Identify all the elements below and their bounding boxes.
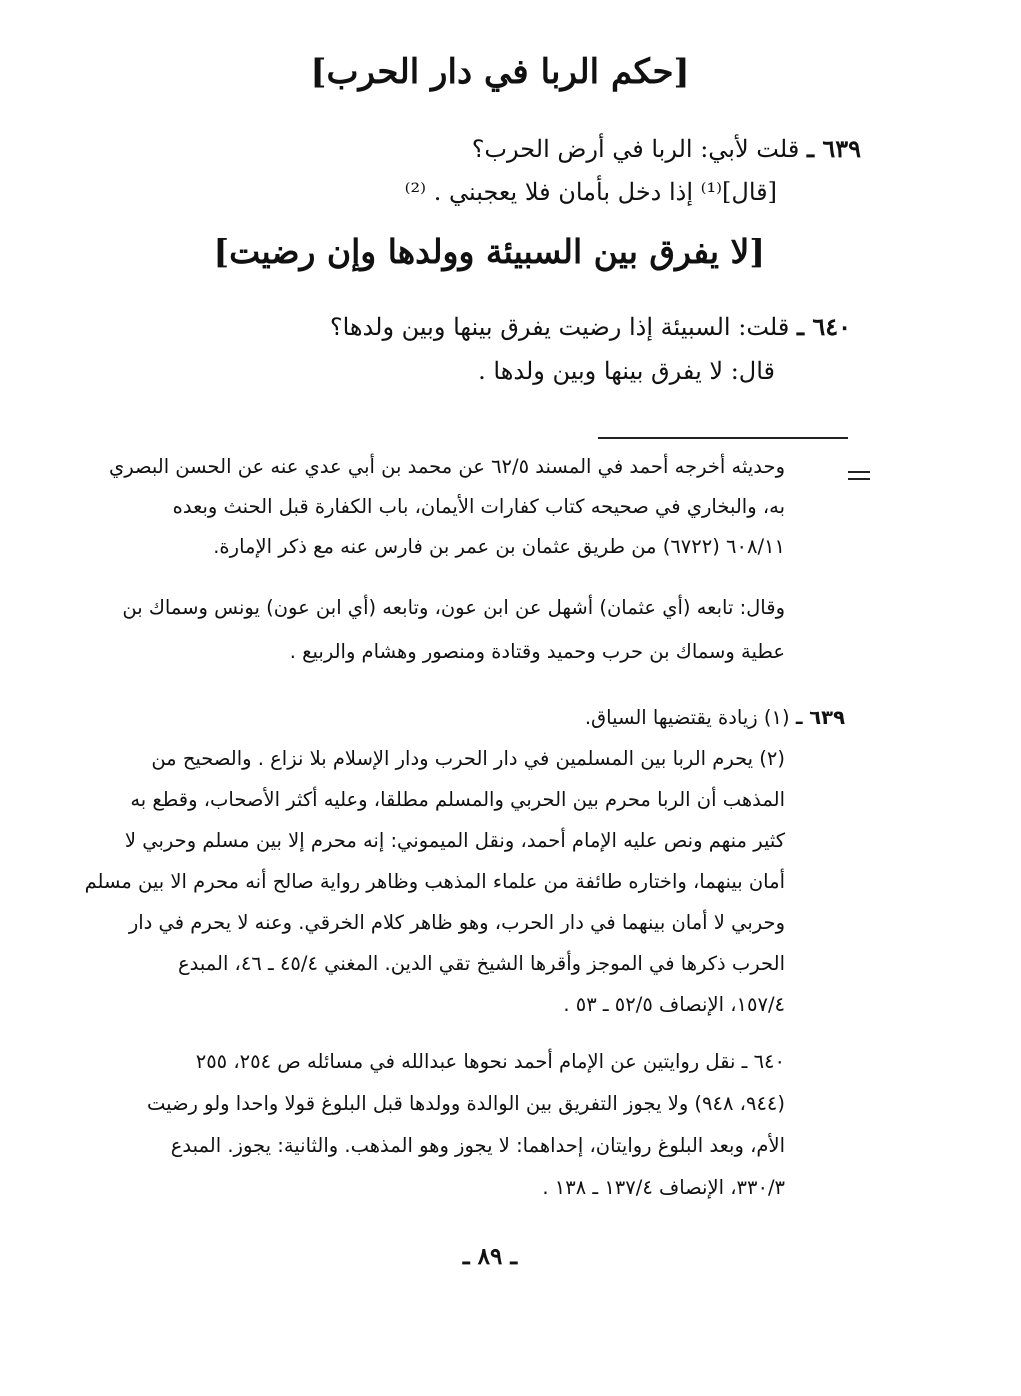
q640-line <box>330 312 851 341</box>
footnote-639-2-line: الحرب ذكرها في الموجز وأقرها الشيخ تقي الدين. المغني ٤٥/٤ ـ ٤٦، المبدع <box>177 952 785 975</box>
footnote-640-line: ٣٣٠/٣، الإنصاف ١٣٧/٤ ـ ١٣٨ . <box>542 1176 785 1199</box>
footnote-639-label: ٦٣٩ ـ <box>795 706 845 729</box>
q639-number: ٦٣٩ ـ <box>806 134 861 163</box>
footnote-639-1: (١) زيادة يقتضيها السياق. <box>584 706 790 729</box>
footnote-continued-line: وحديثه أخرجه أحمد في المسند ٦٢/٥ عن محمد بن أبي عدي عنه عن الحسن البصري <box>108 455 785 478</box>
footnote-639-2-line: كثير منهم ونص عليه الإمام أحمد، ونقل الميموني: إنه محرم إلا بين مسلم وحربي لا <box>124 829 785 852</box>
q639-answer: [قال]⁽¹⁾ إذا دخل بأمان فلا يعجبني . ⁽²⁾ <box>404 178 777 206</box>
footnote-639-2-line: أمان بينهما، واختاره طائفة من علماء المذهب وظاهر رواية صالح أنه محرم الا بين مسلم <box>84 870 785 893</box>
continuation-mark <box>848 466 870 485</box>
q639-line <box>472 134 861 163</box>
footnote-639-2-line: ١٥٧/٤، الإنصاف ٥٢/٥ ـ ٥٣ . <box>563 993 785 1016</box>
section-heading-riba: [حكم الربا في دار الحرب] <box>310 52 690 92</box>
q640-question: قلت: السبيئة إذا رضيت يفرق بينها وبين ولدها؟ <box>329 313 790 341</box>
footnote-continued-line: عطية وسماك بن حرب وحميد وقتادة ومنصور وهشام والربيع . <box>289 640 785 663</box>
footnote-continued-line: ٦٠٨/١١ (٦٧٢٢) من طريق عثمان بن عمر بن فارس عنه مع ذكر الإمارة. <box>213 535 785 558</box>
footnote-639-2-line: وحربي لا أمان بينهما في دار الحرب، وهو ظاهر كلام الخرقي. وعنه لا يحرم في دار <box>128 911 785 934</box>
footnote-640-line: ٦٤٠ ـ نقل روايتين عن الإمام أحمد نحوها عبدالله في مسائله ص ٢٥٤، ٢٥٥ <box>195 1050 785 1073</box>
footnote-separator <box>598 437 848 439</box>
q640-number: ٦٤٠ ـ <box>796 312 851 341</box>
page-number: ـ ٨٩ ـ <box>462 1243 518 1270</box>
q639-question: قلت لأبي: الربا في أرض الحرب؟ <box>471 135 800 163</box>
footnote-639-2-line: المذهب أن الربا محرم بين الحربي والمسلم مطلقا، وعليه أكثر الأصحاب، وقطع به <box>130 788 785 811</box>
q640-answer: قال: لا يفرق بينها وبين ولدها . <box>478 357 775 385</box>
footnote-640-line: الأم، وبعد البلوغ روايتان، إحداهما: لا يجوز وهو المذهب. والثانية: يجوز. المبدع <box>170 1134 785 1157</box>
footnote-continued-line: وقال: تابعه (أي عثمان) أشهل عن ابن عون، وتابعه (أي ابن عون) يونس وسماك بن <box>122 596 785 619</box>
section-heading-separation: [لا يفرق بين السبيئة وولدها وإن رضيت] <box>213 232 765 271</box>
footnote-continued-line: به، والبخاري في صحيحه كتاب كفارات الأيمان، باب الكفارة قبل الحنث وبعده <box>172 495 785 518</box>
footnote-639-first <box>585 706 845 729</box>
footnote-640-line: (٩٤٤، ٩٤٨) ولا يجوز التفريق بين الوالدة وولدها قبل البلوغ قولا واحدا ولو رضيت <box>146 1092 785 1115</box>
footnote-639-2-line: (٢) يحرم الربا بين المسلمين في دار الحرب ودار الإسلام بلا نزاع . والصحيح من <box>151 747 785 770</box>
